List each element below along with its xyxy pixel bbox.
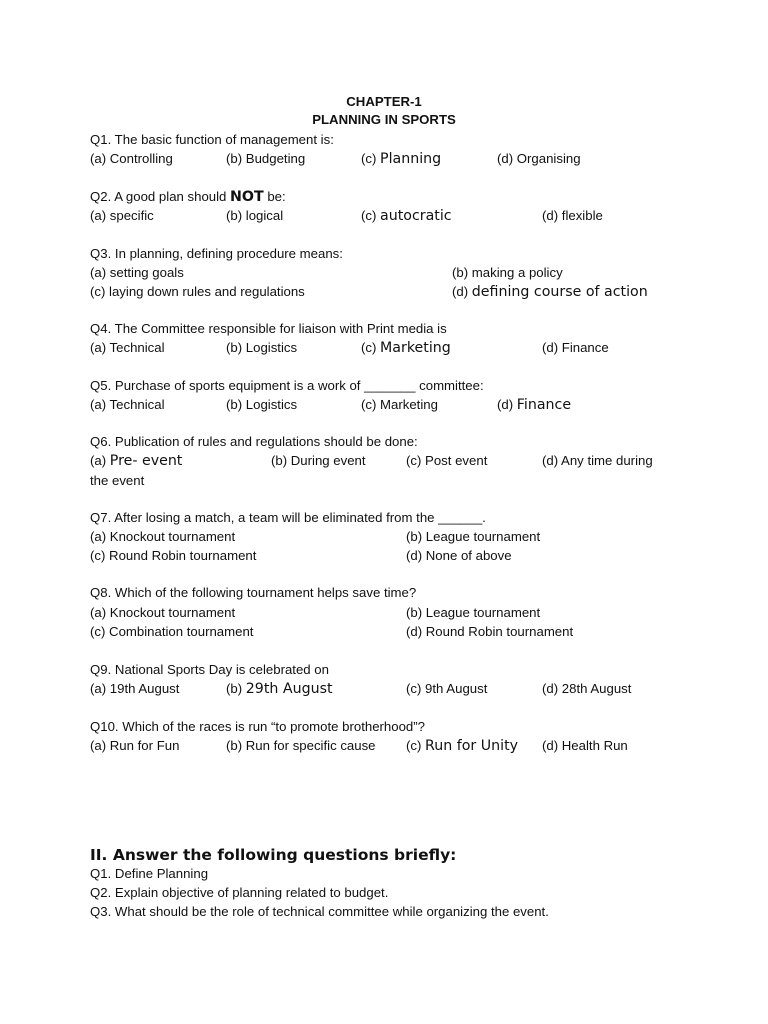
q4-option-a: (a) Technical bbox=[90, 340, 165, 355]
q7-option-c: (c) Round Robin tournament bbox=[90, 548, 257, 563]
q1-option-c: (c) Planning bbox=[361, 151, 442, 167]
q8-option-b: (b) League tournament bbox=[406, 605, 541, 620]
section-2-question-2: Q2. Explain objective of planning related to budget. bbox=[90, 885, 389, 900]
q5-option-c: (c) Marketing bbox=[361, 397, 438, 412]
q5-option-b: (b) Logistics bbox=[226, 397, 298, 412]
q4-option-d: (d) Finance bbox=[542, 340, 609, 355]
question-8: Q8. Which of the following tournament helps save time? bbox=[90, 585, 417, 600]
q1-option-a: (a) Controlling bbox=[90, 151, 173, 166]
question-5: Q5. Purchase of sports equipment is a work of _______ committee: bbox=[90, 378, 484, 393]
question-7: Q7. After losing a match, a team will be eliminated from the ______. bbox=[90, 510, 486, 525]
question-10: Q10. Which of the races is run “to promote brotherhood”? bbox=[90, 719, 425, 734]
question-9: Q9. National Sports Day is celebrated on bbox=[90, 662, 329, 677]
q10-option-a: (a) Run for Fun bbox=[90, 738, 180, 753]
q6-option-b: (b) During event bbox=[271, 453, 366, 468]
q10-option-b: (b) Run for specific cause bbox=[226, 738, 376, 753]
section-2-question-3: Q3. What should be the role of technical committee while organizing the event. bbox=[90, 904, 549, 919]
q6-option-d: (d) Any time during bbox=[542, 453, 653, 468]
page-title: PLANNING IN SPORTS bbox=[312, 112, 456, 127]
q3-option-d: (d) defining course of action bbox=[452, 284, 648, 300]
q9-option-a: (a) 19th August bbox=[90, 681, 180, 696]
q3-option-c: (c) laying down rules and regulations bbox=[90, 284, 305, 299]
question-6: Q6. Publication of rules and regulations should be done: bbox=[90, 434, 418, 449]
question-2: Q2. A good plan should NOT be: bbox=[90, 189, 286, 205]
q8-option-a: (a) Knockout tournament bbox=[90, 605, 236, 620]
q5-option-d: (d) Finance bbox=[497, 397, 572, 413]
q8-option-c: (c) Combination tournament bbox=[90, 624, 254, 639]
question-4: Q4. The Committee responsible for liaison with Print media is bbox=[90, 321, 447, 336]
q9-option-c: (c) 9th August bbox=[406, 681, 488, 696]
q4-option-c: (c) Marketing bbox=[361, 340, 451, 356]
question-3: Q3. In planning, defining procedure means: bbox=[90, 246, 343, 261]
q2-option-a: (a) specific bbox=[90, 208, 154, 223]
q7-option-a: (a) Knockout tournament bbox=[90, 529, 236, 544]
question-1: Q1. The basic function of management is: bbox=[90, 132, 334, 147]
q1-option-d: (d) Organising bbox=[497, 151, 581, 166]
q8-option-d: (d) Round Robin tournament bbox=[406, 624, 574, 639]
q7-option-b: (b) League tournament bbox=[406, 529, 541, 544]
q9-option-d: (d) 28th August bbox=[542, 681, 632, 696]
q6-option-c: (c) Post event bbox=[406, 453, 488, 468]
q1-option-b: (b) Budgeting bbox=[226, 151, 306, 166]
q10-option-d: (d) Health Run bbox=[542, 738, 628, 753]
q2-option-d: (d) flexible bbox=[542, 208, 603, 223]
q3-option-b: (b) making a policy bbox=[452, 265, 563, 280]
q9-option-b: (b) 29th August bbox=[226, 681, 333, 697]
q10-option-c: (c) Run for Unity bbox=[406, 738, 519, 754]
chapter-heading: CHAPTER-1 bbox=[346, 94, 422, 109]
q2-option-c: (c) autocratic bbox=[361, 208, 452, 224]
q5-option-a: (a) Technical bbox=[90, 397, 165, 412]
q3-option-a: (a) setting goals bbox=[90, 265, 184, 280]
section-2-heading: II. Answer the following questions briefly: bbox=[90, 846, 457, 864]
q7-option-d: (d) None of above bbox=[406, 548, 512, 563]
q4-option-b: (b) Logistics bbox=[226, 340, 298, 355]
q2-option-b: (b) logical bbox=[226, 208, 284, 223]
q6-option-d-continued: the event bbox=[90, 473, 145, 488]
section-2-question-1: Q1. Define Planning bbox=[90, 866, 209, 881]
q6-option-a: (a) Pre- event bbox=[90, 453, 183, 469]
